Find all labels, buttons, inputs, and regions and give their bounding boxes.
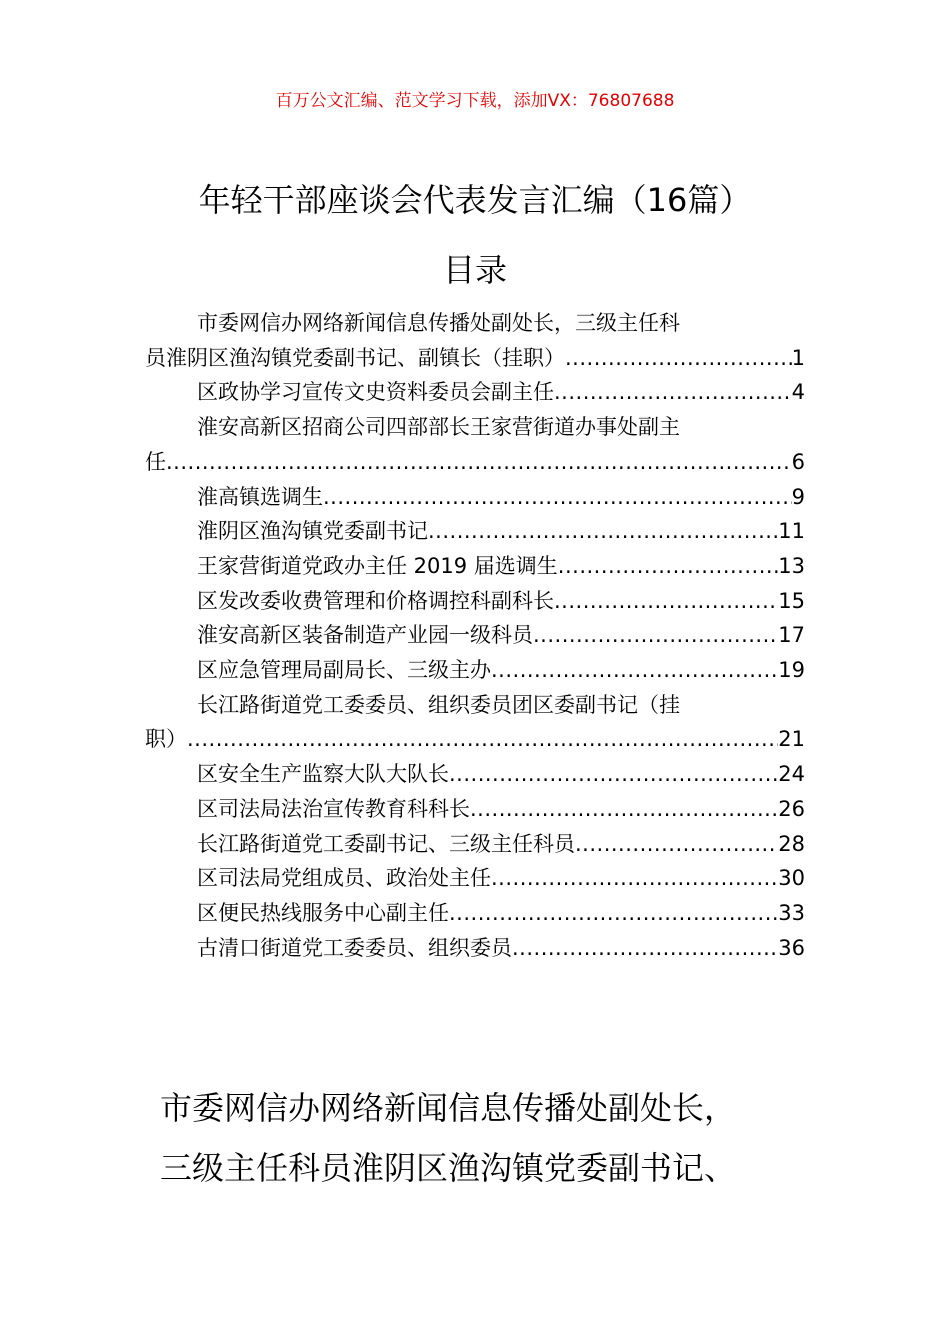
toc-entry-title-line2: 任	[145, 449, 166, 474]
toc-entry[interactable]	[145, 861, 805, 896]
toc-page-number: 24	[778, 762, 805, 787]
toc-heading: 目录	[442, 251, 507, 289]
toc-leader-dots	[575, 827, 778, 862]
toc-page-number: 9	[791, 484, 805, 509]
toc-entry-title: 区应急管理局副局长、三级主办	[197, 658, 491, 683]
toc-page-number: 36	[778, 935, 805, 960]
toc-leader-dots	[428, 514, 778, 549]
toc-entry-title: 长江路街道党工委副书记、三级主任科员	[197, 831, 575, 856]
toc-leader-dots	[166, 445, 792, 480]
toc-leader-dots	[449, 896, 778, 931]
toc-entry-title: 区发改委收费管理和价格调控科副科长	[197, 588, 554, 613]
toc-entry[interactable]	[145, 688, 805, 757]
toc-leader-dots	[491, 861, 778, 896]
toc-entry[interactable]	[145, 480, 805, 515]
toc-page-number: 30	[778, 866, 805, 891]
document-title: 年轻干部座谈会代表发言汇编（16篇）	[198, 181, 752, 219]
toc-page-number: 4	[791, 380, 805, 405]
toc-entry-title: 区司法局法治宣传教育科科长	[197, 796, 470, 821]
toc-leader-dots	[558, 549, 778, 584]
toc-leader-dots	[554, 584, 778, 619]
toc-page-number: 26	[778, 796, 805, 821]
toc-leader-dots	[554, 375, 792, 410]
toc-entry-title-line1: 淮安高新区招商公司四部部长王家营街道办事处副主	[197, 415, 680, 440]
toc-entry-title: 区安全生产监察大队大队长	[197, 762, 449, 787]
toc-entry-title-line1: 市委网信办网络新闻信息传播处副处长，三级主任科	[197, 311, 680, 335]
toc-entry-title: 淮阴区渔沟镇党委副书记	[197, 519, 428, 544]
toc-leader-dots	[449, 757, 778, 792]
toc-leader-dots	[533, 618, 778, 653]
section-heading	[160, 1078, 800, 1198]
toc-entry-title: 王家营街道党政办主任 2019 届选调生	[197, 553, 558, 578]
toc-entry[interactable]	[145, 549, 805, 584]
toc-page-number: 21	[778, 727, 805, 752]
toc-entry[interactable]	[145, 306, 805, 375]
toc-page-number: 13	[778, 553, 805, 578]
toc-entry[interactable]	[145, 792, 805, 827]
toc-entry[interactable]	[145, 757, 805, 792]
toc-entry-title: 淮安高新区装备制造产业园一级科员	[197, 623, 533, 648]
toc-entry[interactable]	[145, 931, 805, 966]
toc-entry-title-line2: 员淮阴区渔沟镇党委副书记、副镇长（挂职）	[145, 345, 565, 370]
toc-entry-title: 淮高镇选调生	[197, 484, 323, 509]
toc-entry-title-line2: 职）	[145, 727, 187, 752]
toc-entry[interactable]	[145, 618, 805, 653]
toc-entry-title: 区便民热线服务中心副主任	[197, 900, 449, 925]
toc-leader-dots	[323, 480, 792, 515]
toc-page-number: 6	[791, 449, 805, 474]
toc-entry-title-line1: 长江路街道党工委委员、组织委员团区委副书记（挂	[197, 692, 680, 717]
toc-entry[interactable]	[145, 653, 805, 688]
toc-leader-dots	[512, 931, 778, 966]
toc-entry-title: 古清口街道党工委委员、组织委员	[197, 935, 512, 960]
toc-page-number: 11	[778, 519, 805, 544]
toc-page-number: 19	[778, 658, 805, 683]
toc-page-number: 28	[778, 831, 805, 856]
toc-entry[interactable]	[145, 896, 805, 931]
header-note: 百万公文汇编、范文学习下载，添加VX：76807688	[275, 91, 675, 111]
toc-page-number: 17	[778, 623, 805, 648]
toc-leader-dots	[187, 722, 778, 757]
toc-entry[interactable]	[145, 827, 805, 862]
toc-page-number: 33	[778, 900, 805, 925]
toc-entry-title: 区政协学习宣传文史资料委员会副主任	[197, 380, 554, 405]
section-heading-line2: 三级主任科员淮阴区渔沟镇党委副书记、	[160, 1149, 737, 1187]
section-heading-line1: 市委网信办网络新闻信息传播处副处长，	[160, 1089, 737, 1127]
toc-leader-dots	[491, 653, 778, 688]
toc-entry[interactable]	[145, 584, 805, 619]
toc-entry[interactable]	[145, 514, 805, 549]
toc-page-number: 15	[778, 588, 805, 613]
toc-leader-dots	[565, 341, 792, 376]
table-of-contents	[145, 306, 805, 965]
toc-entry[interactable]	[145, 410, 805, 479]
toc-entry[interactable]	[145, 375, 805, 410]
toc-entry-title: 区司法局党组成员、政治处主任	[197, 866, 491, 891]
toc-page-number: 1	[791, 345, 805, 370]
toc-leader-dots	[470, 792, 778, 827]
